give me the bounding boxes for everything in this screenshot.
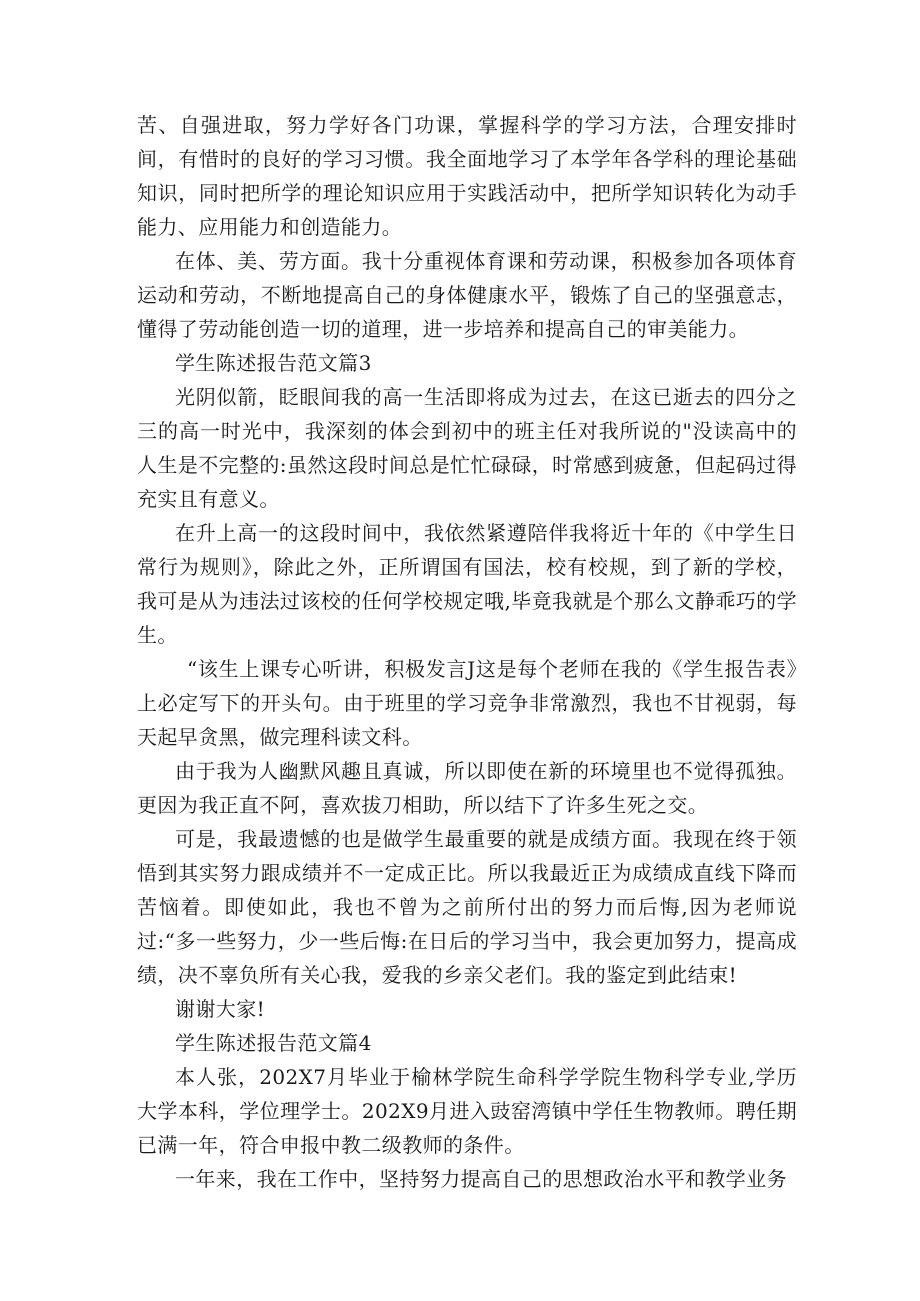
section-heading-4: 学生陈述报告范文篇4	[175, 1031, 372, 1055]
paragraph-study-habits: 苦、自强进取，努力学好各门功课，掌握科学的学习方法，合理安排时间，有惜时的良好的学习习惯。我全面地学习了本学年各学科的理论基础知识，同时把所学的理论知识应用于实践活动中，把所学知识转化为动手能力、应用能力和创造能力。	[137, 113, 797, 239]
paragraph-sports-labor: 在体、美、劳方面。我十分重视体育课和劳动课，积极参加各项体育运动和劳动，不断地提高自己的身体健康水平，锻炼了自己的坚强意志，懂得了劳动能创造一切的道理，进一步培养和提高自己的审美能力。	[137, 249, 797, 341]
paragraph-personality: 由于我为人幽默风趣且真诚，所以即使在新的环境里也不觉得孤独。更因为我正直不阿，喜欢拔刀相助，所以结下了许多生死之交。	[137, 759, 797, 817]
paragraph-work-year: 一年来，我在工作中，坚持努力提高自己的思想政治水平和教学业务	[175, 1167, 787, 1191]
paragraph-grades: 可是，我最遗憾的也是做学生最重要的就是成绩方面。我现在终于领悟到其实努力跟成绩并不一定成正比。所以我最近正为成绩成直线下降而苦恼着。即使如此，我也不曾为之前所付出的努力而后悔,因为老师说过:“多一些努力，少一些后悔:在日后的学习当中，我会更加努力，提高成绩，决不辜负所有关心我，爱我的乡亲父老们。我的鉴定到此结束!	[137, 827, 797, 987]
paragraph-teacher-comment: “该生上课专心听讲，积极发言J这是每个老师在我的《学生报告表》上必定写下的开头句。由于班里的学习竞争非常激烈，我也不甘视弱，每天起早贪黑，做完理科读文科。	[137, 657, 797, 749]
paragraph-time-flies: 光阴似箭，眨眼间我的高一生活即将成为过去，在这已逝去的四分之三的高一时光中，我深刻的体会到初中的班主任对我所说的"没读高中的人生是不完整的:虽然这段时间总是忙忙碌碌，时常感到疲惫，但起码过得充实且有意义。	[137, 385, 797, 511]
document-body	[137, 108, 797, 1196]
paragraph-rules: 在升上高一的这段时间中，我依然紧遵陪伴我将近十年的《中学生日常行为规则》，除此之外，正所谓国有国法，校有校规，到了新的学校，我可是从为违法过该校的任何学校规定哦,毕竟我就是个那么文静乖巧的学生。	[137, 521, 797, 647]
paragraph-introduction: 本人张，202X7月毕业于榆林学院生命科学学院生物科学专业,学历大学本科，学位理学士。202X9月进入豉窑湾镇中学任生物教师。聘任期已满一年，符合申报中教二级教师的条件。	[137, 1065, 797, 1157]
section-heading-3: 学生陈述报告范文篇3	[175, 351, 372, 375]
paragraph-thanks: 谢谢大家!	[175, 997, 266, 1021]
